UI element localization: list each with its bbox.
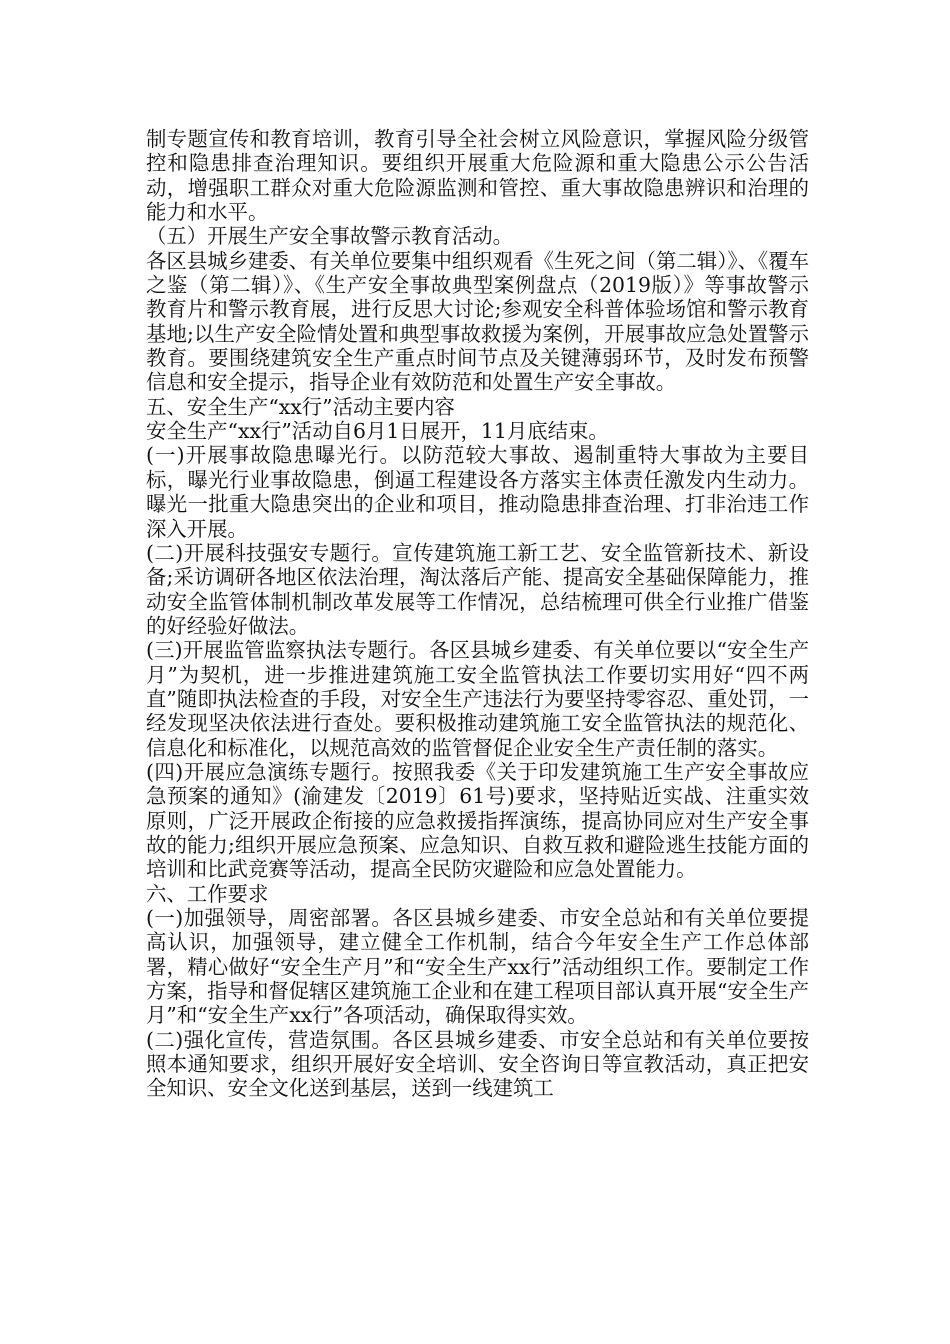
paragraph-2: （五）开展生产安全事故警示教育活动。: [146, 224, 514, 249]
paragraph-6: (一)开展事故隐患曝光行。以防范较大事故、遏制重特大事故为主要目标，曝光行业事故隐患，倒逼工程建设各方落实主体责任激发内生动力。曝光一批重大隐患突出的企业和项目，推动隐患排查治理、打非治违工作深入开展。: [146, 443, 809, 541]
paragraph-3: 各区县城乡建委、有关单位要集中组织观看《生死之间（第二辑）》、《覆车之鉴（第二辑）》、《生产安全事故典型案例盘点（2019版）》等事故警示教育片和警示教育展，进行反思大讨论;参观安全科普体验场馆和警示教育基地;以生产安全险情处置和典型事故救援为案例，开展事故应急处置警示教育。要围绕建筑安全生产重点时间节点及关键薄弱环节，及时发布预警信息和安全提示，指导企业有效防范和处置生产安全事故。: [146, 248, 809, 395]
paragraph-1: 制专题宣传和教育培训，教育引导全社会树立风险意识，掌握风险分级管控和隐患排查治理知识。要组织开展重大危险源和重大隐患公示公告活动，增强职工群众对重大危险源监测和管控、重大事故隐患辨识和治理的能力和水平。: [146, 127, 809, 225]
paragraph-8: (三)开展监管监察执法专题行。各区县城乡建委、有关单位要以“安全生产月”为契机，进一步推进建筑施工安全监管执法工作要切实用好“四不两直”随即执法检查的手段，对安全生产违法行为要坚持零容忍、重处罚，一经发现坚决依法进行查处。要积极推动建筑施工安全监管执法的规范化、信息化和标准化，以规范高效的监管督促企业安全生产责任制的落实。: [146, 638, 809, 760]
paragraph-7: (二)开展科技强安专题行。宣传建筑施工新工艺、安全监管新技术、新设备;采访调研各地区依法治理，淘汰落后产能、提高安全基础保障能力，推动安全监管体制机制改革发展等工作情况，总结梳理可供全行业推广借鉴的好经验好做法。: [146, 540, 809, 638]
section-heading-5: 五、安全生产“xx行”活动主要内容: [146, 394, 455, 419]
paragraph-12: (二)强化宣传，营造氛围。各区县城乡建委、市安全总站和有关单位要按照本通知要求，组织开展好安全培训、安全咨询日等宣教活动，真正把安全知识、安全文化送到基层，送到一线建筑工: [146, 1027, 809, 1101]
paragraph-9: (四)开展应急演练专题行。按照我委《关于印发建筑施工生产安全事故应急预案的通知》(渝建发〔2019〕61号)要求，坚持贴近实战、注重实效原则，广泛开展政企衔接的应急救援指挥演练，提高协同应对生产安全事故的能力;组织开展应急预案、应急知识、自救互救和避险逃生技能方面的培训和比武竞赛等活动，提高全民防灾避险和应急处置能力。: [146, 759, 809, 882]
section-heading-6: 六、工作要求: [146, 881, 269, 906]
document-body: [146, 127, 809, 1101]
paragraph-5: 安全生产“xx行”活动自6月1日展开，11月底结束。: [146, 419, 609, 444]
paragraph-11: (一)加强领导，周密部署。各区县城乡建委、市安全总站和有关单位要提高认识，加强领导，建立健全工作机制，结合今年安全生产工作总体部署，精心做好“安全生产月”和“安全生产xx行”活动组织工作。要制定工作方案，指导和督促辖区建筑施工企业和在建工程项目部认真开展“安全生产月”和“安全生产xx行”各项活动，确保取得实效。: [146, 906, 809, 1028]
